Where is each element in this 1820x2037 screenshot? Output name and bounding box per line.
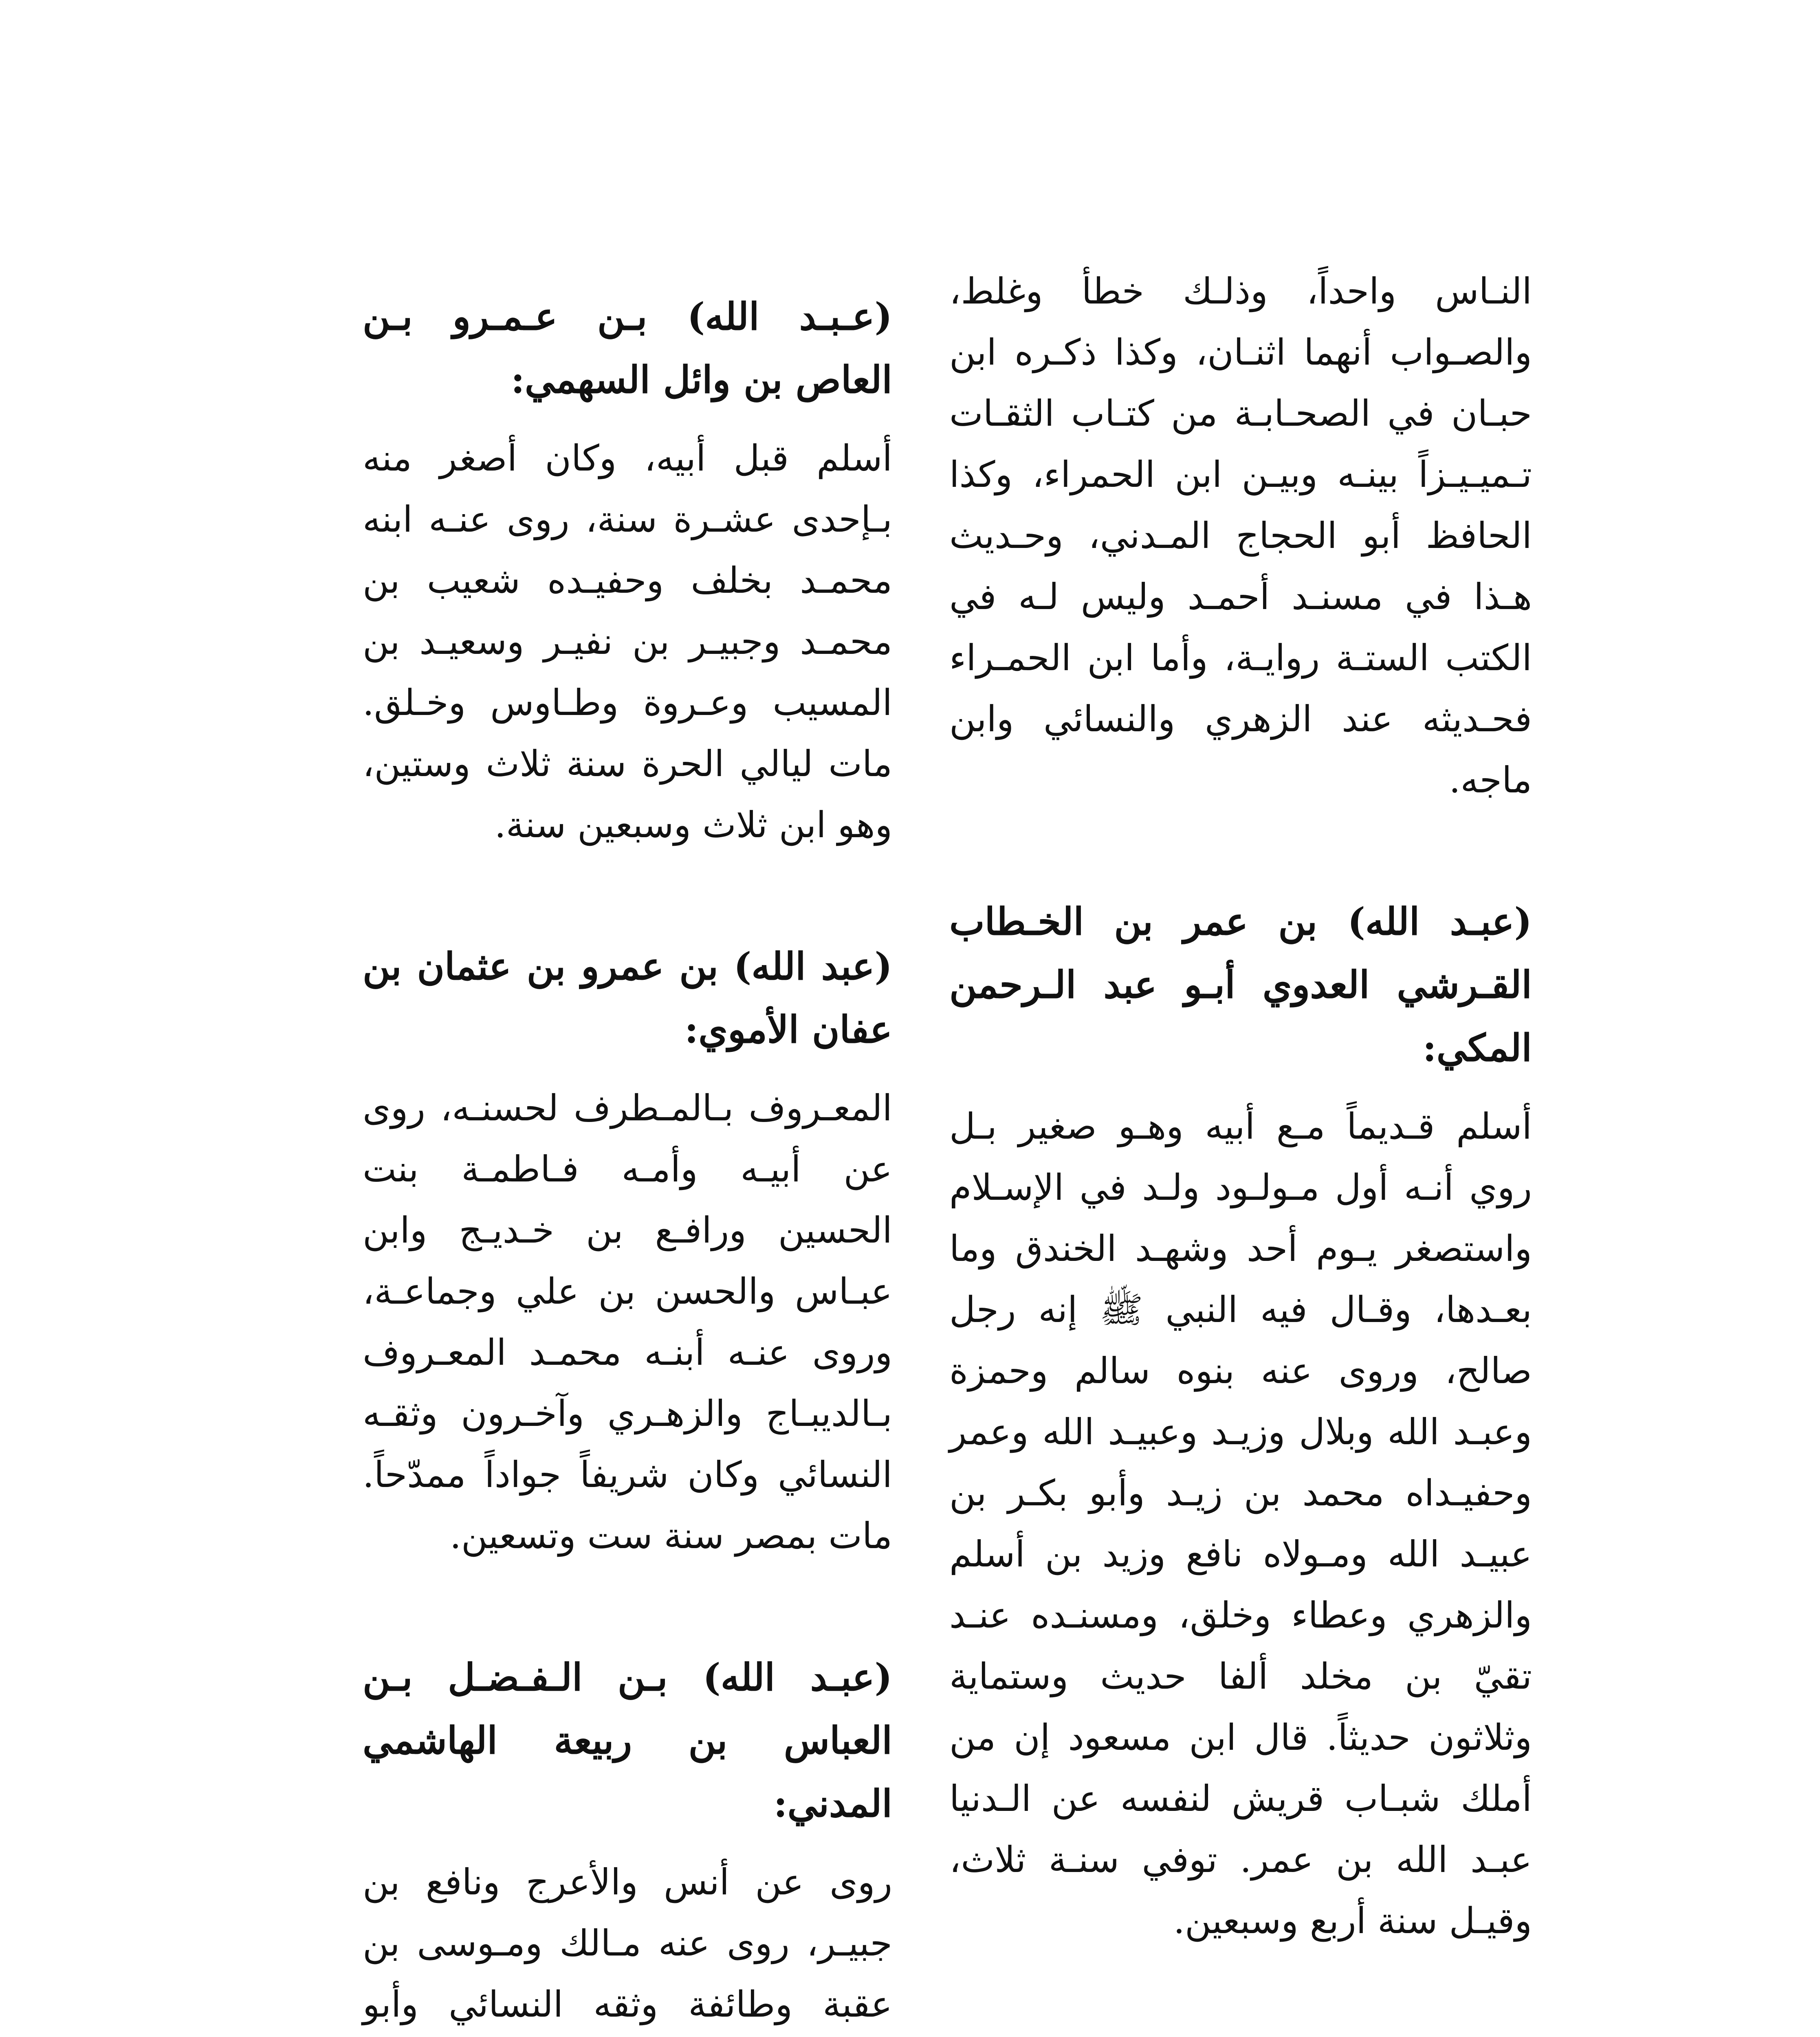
entry-abdullah-ibn-amr-ibn-uthman [363, 935, 892, 1566]
entry-heading: (عبد الله) بن عمرو بن عثمان بن عفان الأموي: [363, 944, 892, 1051]
entry-body: المعـروف بـالمـطرف لحسنـه، روى عن أبيـه وأمـه فـاطمـة بنت الحسين ورافـع بن خـديـج وابن عبـاس والحسن بن علي وجماعـة، وروى عنـه أبنـه محمـد المعـروف بـالديبـاج والزهـري وآخـرون وثقـه النسائي وكان شريفاً جواداً ممدّحاً. مات بمصر سنة ست وتسعين. [363, 1087, 892, 1557]
left-column [363, 285, 892, 2037]
entry-body: أسلم قبل أبيه، وكان أصغر منه بـإحدى عشـرة سنة، روى عنـه ابنه محمـد بخلف وحفيـده شعيب بن محمـد وجبيـر بن نفيـر وسعيـد بن المسيب وعـروة وطـاوس وخـلق. مات ليالي الحرة سنة ثلاث وستين، وهو ابن ثلاث وسبعين سنة. [363, 437, 892, 846]
entry-heading: (عبـد الله) بـن الـفـضـل بـن العباس بن ربيعة الهاشمي المدني: [363, 1655, 892, 1826]
entry-body: أسلم قـديماً مـع أبيه وهـو صغير بـل روي أنـه أول مـولـود ولـد في الإسـلام واستصغر يـوم أحد وشهـد الخندق وما بعـدها، وقـال فيه النبي ﷺ إنه رجل صالح، وروى عنه بنوه سالم وحمزة وعبـد الله وبلال وزيـد وعبيـد الله وعمر وحفيـداه محمد بن زيـد وأبو بكـر بن عبيـد الله ومـولاه نافع وزيد بن أسلم والزهري وعطاء وخلق، ومسنـده عنـد تقيّ بن مخلد ألفا حديث وستماية وثلاثون حديثاً. قال ابن مسعود إن من أملك شبـاب قريش لنفسه عن الـدنيا عبـد الله بن عمر. توفي سنـة ثلاث، وقيـل سنة أربع وسبعين. [949, 1105, 1532, 1942]
entry-body: روى عن أنس والأعرج ونافع بن جبيـر، روى عنه مـالك ومـوسى بن عقبة وطائفة وثقه النسائي وأبو [363, 1861, 892, 2025]
entry-abdullah-ibn-al-fadl [363, 1646, 892, 2037]
right-column [949, 261, 1532, 1951]
entry-heading: (عبـد الله) بن عمر بن الخـطاب القـرشي العدوي أبـو عبد الـرحمن المكي: [949, 900, 1532, 1070]
entry-heading: (عـبـد الله) بـن عـمـرو بـن العاص بن وائل السهمي: [363, 295, 892, 402]
entry-abdullah-ibn-amr-ibn-al-as [363, 285, 892, 856]
continuation-paragraph: النـاس واحداً، وذلـك خطأ وغلط، والصـواب أنهما اثنـان، وكذا ذكـره ابن حبـان في الصحـابـة من كتـاب الثقـات تـميـيـزاً بينـه وبيـن ابن الحمراء، وكذا الحافظ أبو الحجاج المـدني، وحـديث هـذا في مسنـد أحمـد وليس لـه في الكتب الستـة روايـة، وأما ابن الحمـراء فحـديثه عند الزهري والنسائي وابن ماجه. [949, 270, 1532, 801]
